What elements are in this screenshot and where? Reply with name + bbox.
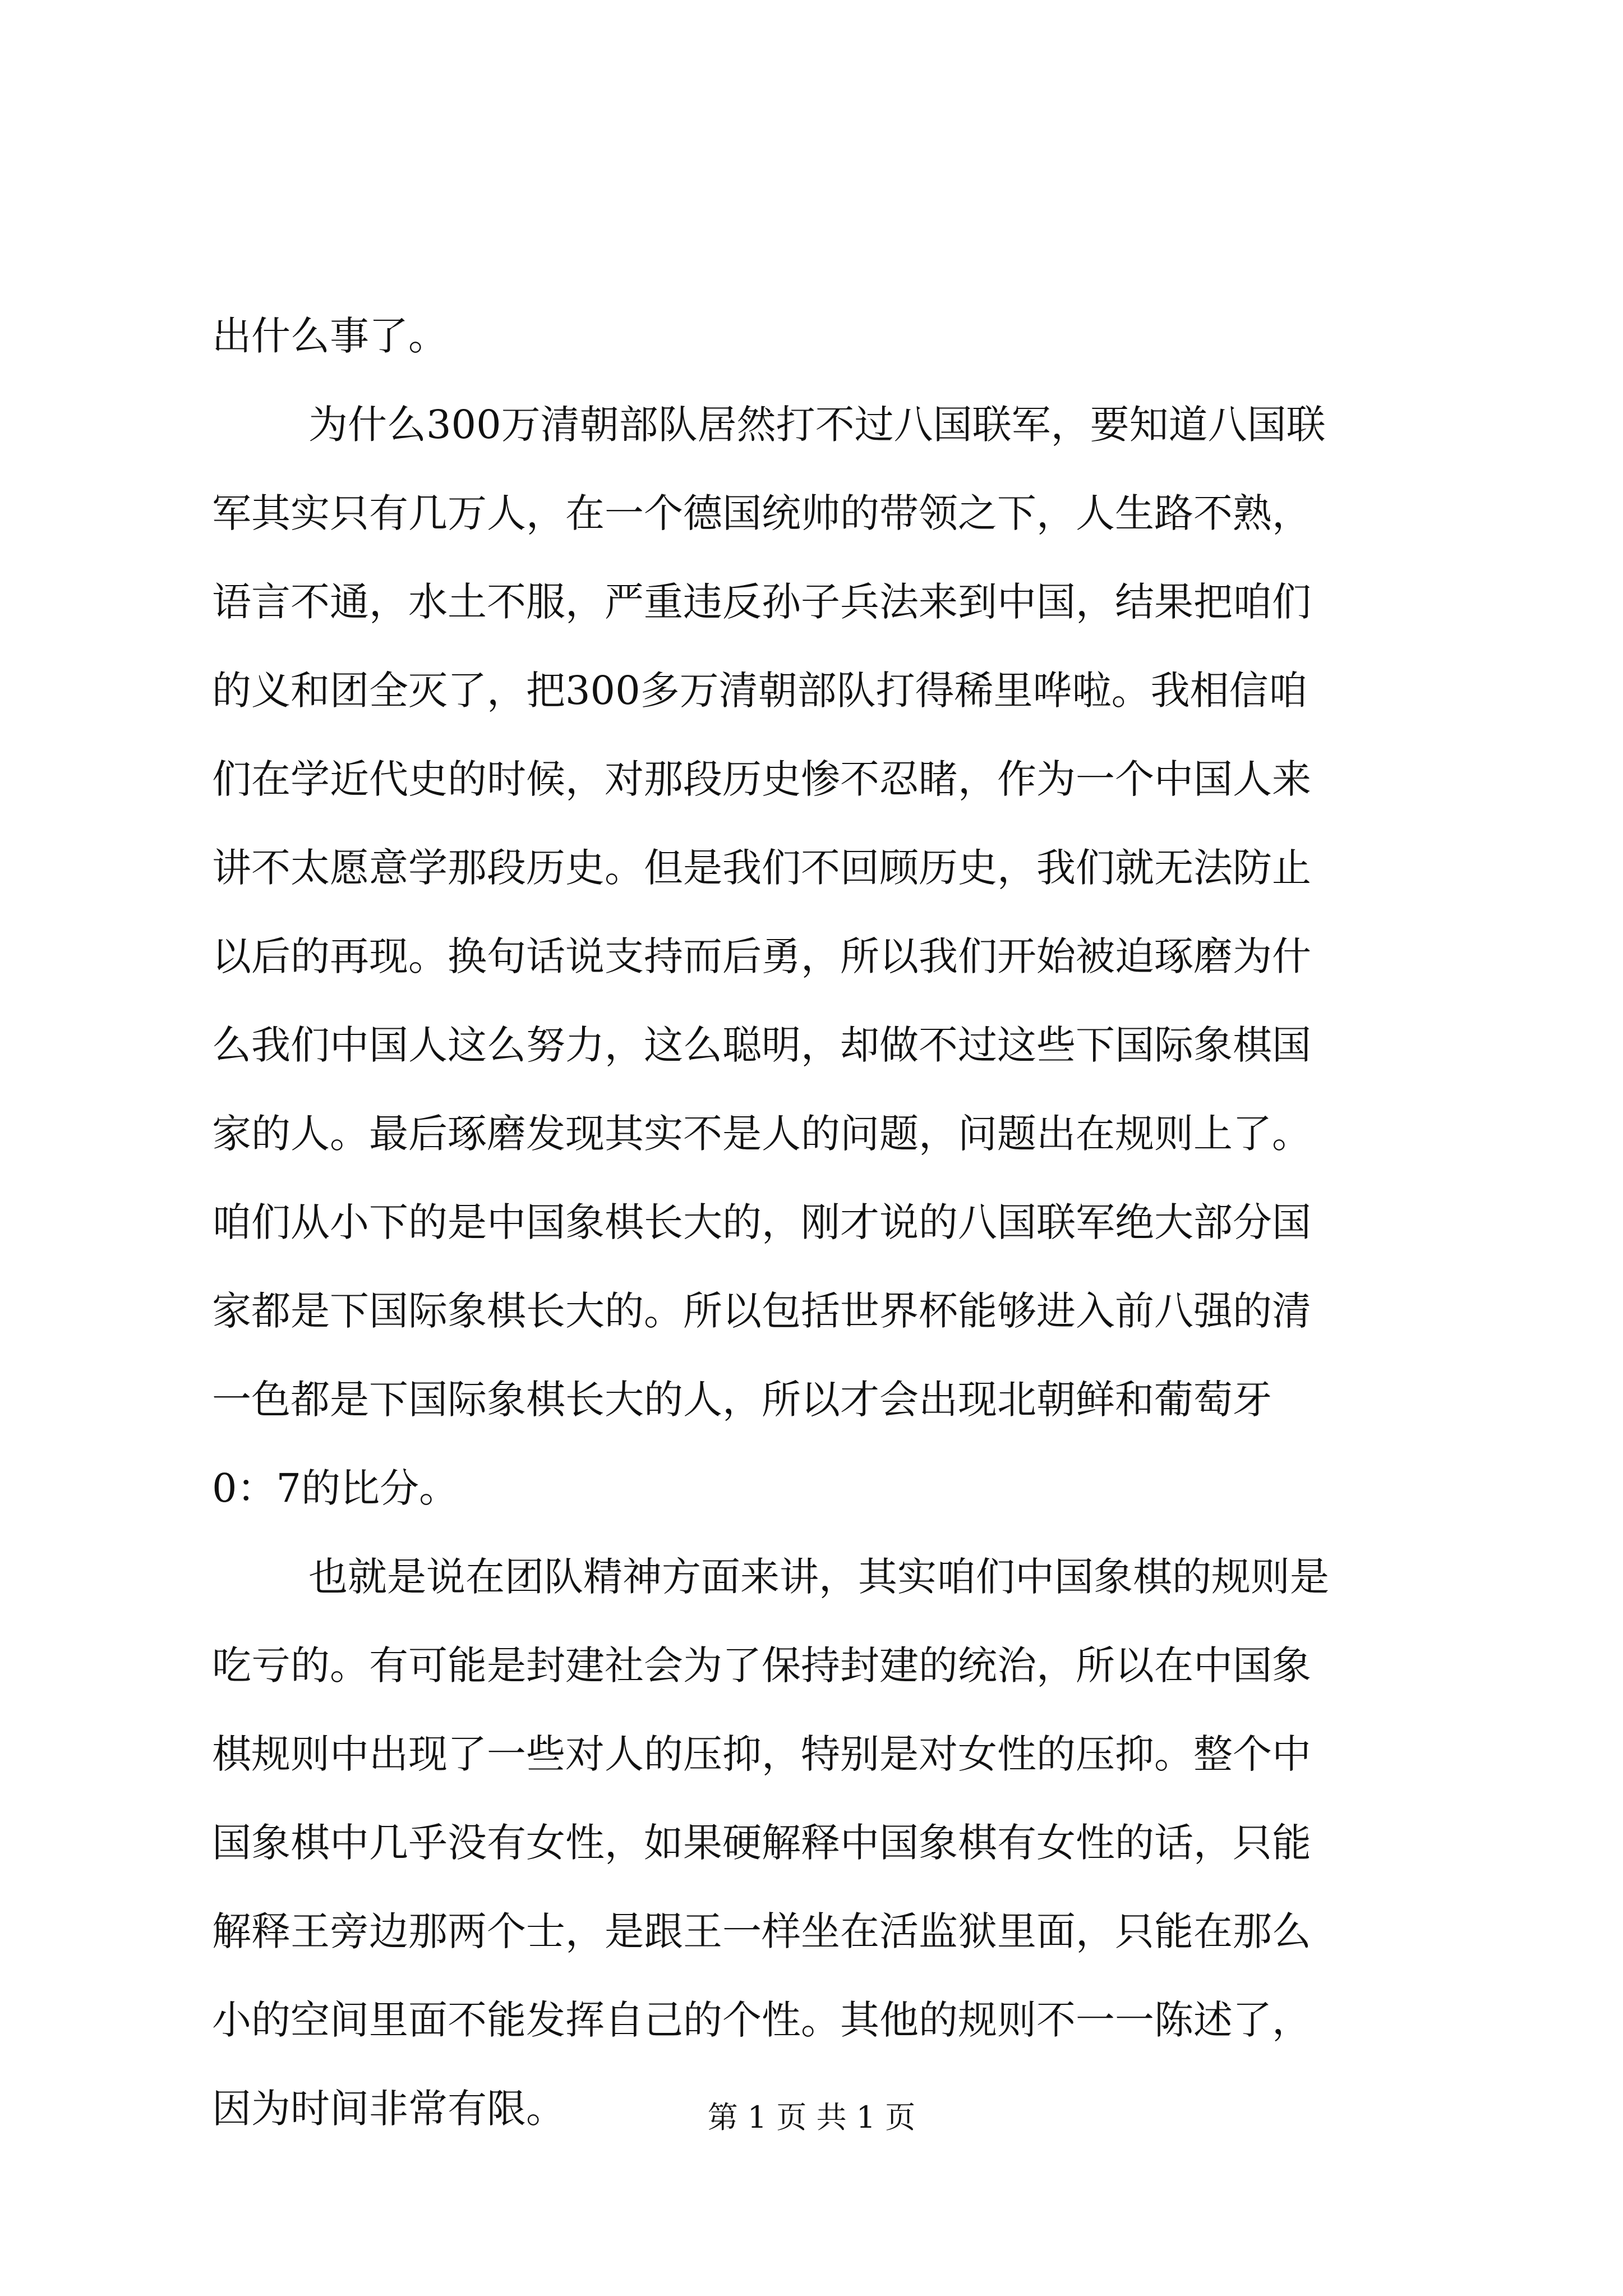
text-line: 语言不通，水土不服，严重违反孙子兵法来到中国，结果把咱们	[212, 579, 1311, 625]
text-line: 国象棋中几乎没有女性，如果硬解释中国象棋有女性的话，只能	[212, 1820, 1311, 1866]
paragraph-start-line: 为什么300万清朝部队居然打不过八国联军，要知道八国联	[308, 402, 1326, 448]
text-line: 解释王旁边那两个士，是跟王一样坐在活监狱里面，只能在那么	[212, 1908, 1311, 1954]
paragraph-start-line: 也就是说在团队精神方面来讲，其实咱们中国象棋的规则是	[308, 1554, 1329, 1600]
text-line: 以后的再现。换句话说支持而后勇，所以我们开始被迫琢磨为什	[212, 933, 1311, 979]
text-line: 家都是下国际象棋长大的。所以包括世界杯能够进入前八强的清	[212, 1288, 1311, 1334]
text-line: 吃亏的。有可能是封建社会为了保持封建的统治，所以在中国象	[212, 1642, 1311, 1688]
text-line: 军其实只有几万人，在一个德国统帅的带领之下，人生路不熟，	[212, 490, 1311, 536]
text-line: 么我们中国人这么努力，这么聪明，却做不过这些下国际象棋国	[212, 1022, 1311, 1068]
text-line: 0：7的比分。	[212, 1465, 459, 1511]
text-line: 因为时间非常有限。	[212, 2086, 565, 2132]
text-line: 们在学近代史的时候，对那段历史惨不忍睹，作为一个中国人来	[212, 756, 1311, 802]
text-line: 的义和团全灭了，把300多万清朝部队打得稀里哗啦。我相信咱	[212, 668, 1308, 714]
text-line: 家的人。最后琢磨发现其实不是人的问题，问题出在规则上了。	[212, 1111, 1311, 1157]
page-number-footer: 第 1 页 共 1 页	[707, 2100, 916, 2135]
text-line: 咱们从小下的是中国象棋长大的，刚才说的八国联军绝大部分国	[212, 1199, 1311, 1245]
document-body	[212, 292, 1418, 2153]
text-line: 出什么事了。	[212, 313, 448, 359]
text-line: 小的空间里面不能发挥自己的个性。其他的规则不一一陈述了，	[212, 1997, 1311, 2043]
text-line: 讲不太愿意学那段历史。但是我们不回顾历史，我们就无法防止	[212, 845, 1311, 891]
text-line: 一色都是下国际象棋长大的人，所以才会出现北朝鲜和葡萄牙	[212, 1377, 1272, 1423]
text-line: 棋规则中出现了一些对人的压抑，特别是对女性的压抑。整个中	[212, 1731, 1311, 1777]
